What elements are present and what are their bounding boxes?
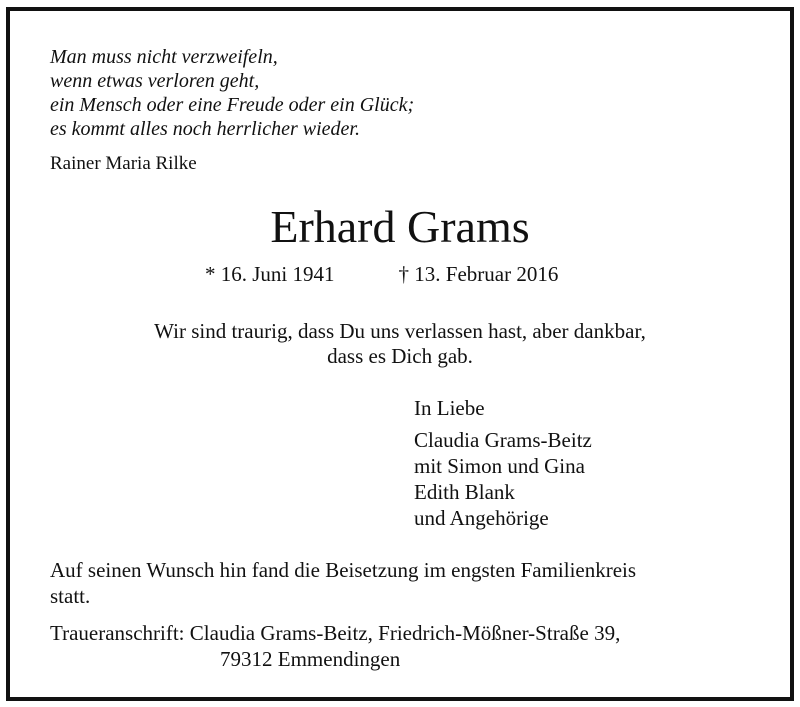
mourning-address [50, 620, 620, 672]
birth-date: * 16. Juni 1941 [205, 262, 335, 286]
address-line2: 79312 Emmendingen [220, 647, 401, 671]
deceased-name: Erhard Grams [270, 201, 530, 252]
signers-block [414, 395, 592, 531]
obituary-notice [6, 7, 794, 701]
signer-name: Claudia Grams-Beitz [414, 428, 592, 452]
signer-name: Edith Blank [414, 480, 515, 504]
quote-line: Man muss nicht verzweifeln, [50, 46, 278, 68]
quote-author: Rainer Maria Rilke [50, 153, 197, 174]
address-row [50, 620, 620, 646]
message-line: dass es Dich gab. [327, 344, 473, 368]
funeral-note [50, 557, 770, 609]
quote-line: wenn etwas verloren geht, [50, 70, 260, 92]
mourning-message [10, 319, 790, 369]
life-dates [205, 261, 558, 287]
funeral-note-line: Auf seinen Wunsch hin fand die Beisetzung im engsten Familienkreis [50, 558, 637, 582]
signer-name: mit Simon und Gina [414, 454, 585, 478]
address-label: Traueranschrift: [50, 621, 185, 645]
poem-quote [50, 45, 414, 141]
funeral-note-line: statt. [50, 584, 91, 608]
signers-intro: In Liebe [414, 396, 485, 420]
quote-line: ein Mensch oder eine Freude oder ein Glück; [50, 94, 415, 116]
address-line1: Claudia Grams-Beitz, Friedrich-Mößner-Straße 39, [189, 621, 621, 645]
quote-line: es kommt alles noch herrlicher wieder. [50, 118, 360, 140]
signer-name: und Angehörige [414, 506, 549, 530]
death-date: † 13. Februar 2016 [398, 262, 559, 286]
address-row [50, 646, 620, 672]
message-line: Wir sind traurig, dass Du uns verlassen hast, aber dankbar, [154, 319, 646, 343]
